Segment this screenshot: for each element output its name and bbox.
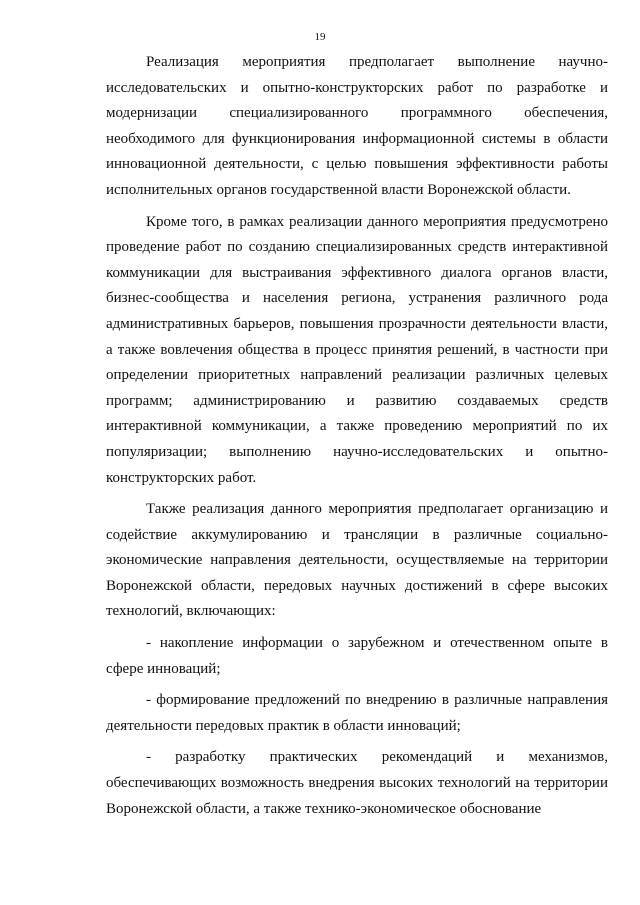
paragraph-interactive-communication: Кроме того, в рамках реализации данного мероприятия предусмотрено проведение работ по созданию специализированных средств интерактивной коммуникации для выстраивания эффективного диалога органов власти, бизнес-сообщества и населения региона, устранения различного рода административных барьеров, повышения прозрачности деятельности власти, а также вовлечения общества в процесс принятия решений, в частности при определении приоритетных направлений реализации различных целевых программ; администрированию и развитию создаваемых средств интерактивной коммуникации, а также проведению мероприятий по их популяризации; выполнению научно-исследовательских и опытно-конструкторских работ. [106,213,608,486]
paragraph-scientific-achievements: Также реализация данного мероприятия предполагает организацию и содействие аккумулированию и трансляции в различные социально-экономические направления деятельности, осуществляемые на территории Воронежской области, передовых научных достижений в сфере высоких технологий, включающих: [106,501,608,620]
list-item-information-accumulation: - накопление информации о зарубежном и отечественном опыте в сфере инноваций; [106,635,608,677]
body-text [106,50,608,822]
list-item-proposals: - формирование предложений по внедрению в различные направления деятельности передовых практик в области инноваций; [106,692,608,734]
page-number: 19 [314,31,326,43]
paragraph-implementation: Реализация мероприятия предполагает выполнение научно-исследовательских и опытно-конструкторских работ по разработке и модернизации специализированного программного обеспечения, необходимого для функционирования информационной системы в области инновационной деятельности, с целью повышения эффективности работы исполнительных органов государственной власти Воронежской области. [106,54,608,198]
list-item-recommendations: - разработку практических рекомендаций и механизмов, обеспечивающих возможность внедрения высоких технологий на территории Воронежской области, а также технико-экономическое обоснование [106,749,608,817]
